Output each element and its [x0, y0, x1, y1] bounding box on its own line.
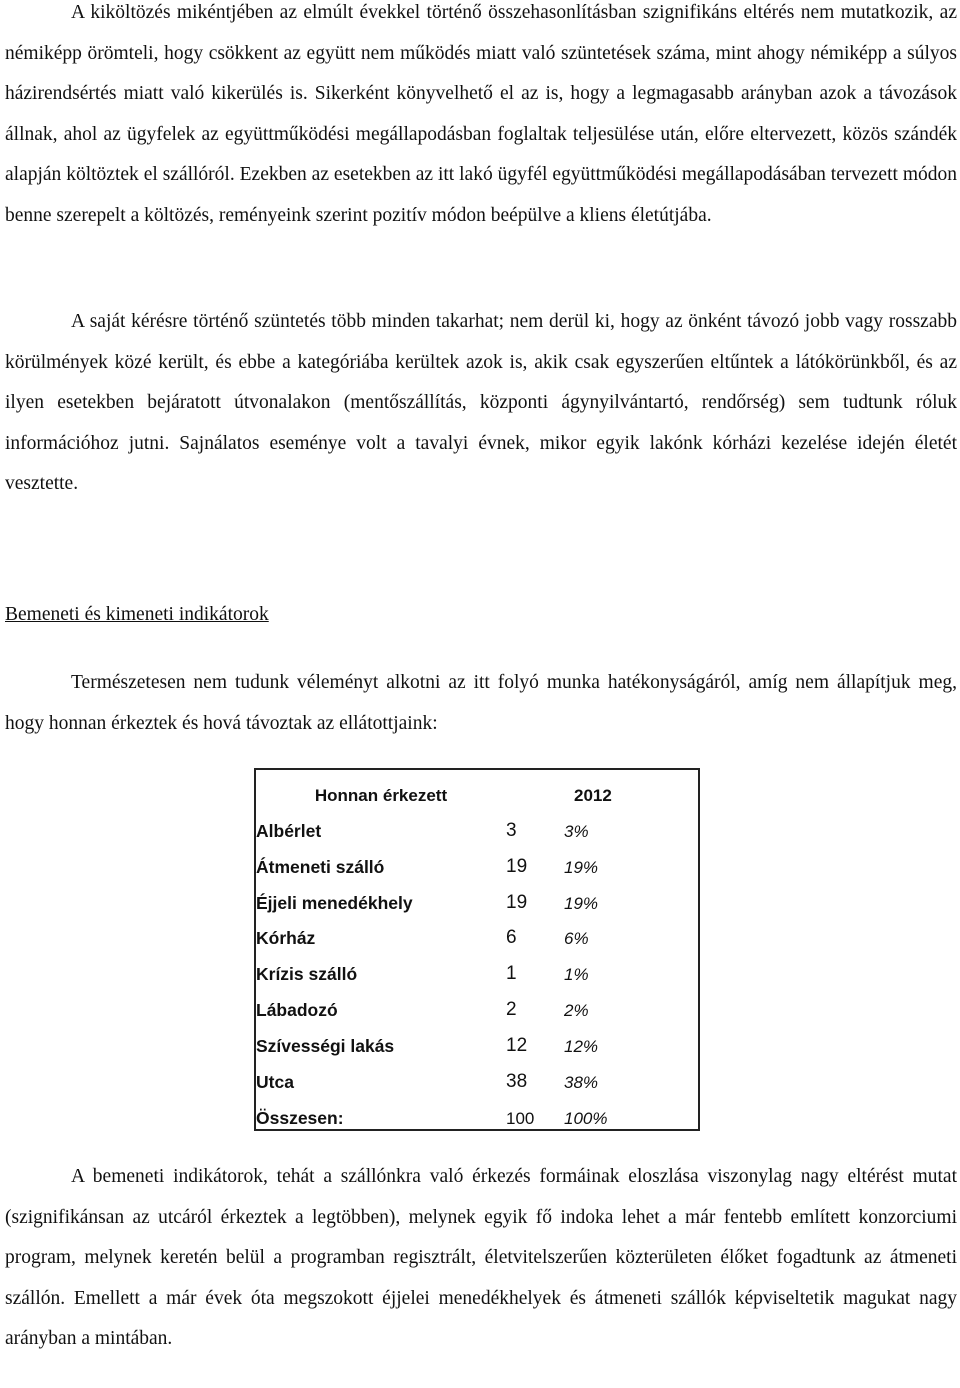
row-percent: 3%	[564, 821, 589, 841]
row-count: 1	[506, 963, 517, 985]
row-percent: 1%	[564, 965, 589, 985]
row-place: Lábadozó	[256, 1000, 338, 1021]
row-place: Utca	[256, 1072, 294, 1093]
row-count: 100	[506, 1108, 535, 1128]
table-row	[255, 914, 699, 950]
paragraph-intro-table: Természetesen nem tudunk véleményt alkotni az itt folyó munka hatékonyságáról, amíg nem állapítjuk meg, hogy honnan érkeztek és hová távoztak az ellátottjaink:	[5, 672, 957, 734]
paragraph-own-request: A saját kérésre történő szüntetés több minden takarhat; nem derül ki, hogy az önként távozó jobb vagy rosszabb körülmények közé került, és ebbe a kategóriába kerültek azok is, akik csak egyszerűen eltűntek a látókörünkből, és az ilyen esetekben bejáratott útvonalakon (mentőszállítás, központi ágynyilvántartó, rendőrség) sem tudtunk róluk információhoz jutni. Sajnálatos eseménye volt a tavalyi évnek, mikor egyik lakónk kórházi kezelése idején életét vesztette.	[5, 311, 957, 495]
row-count: 38	[506, 1071, 528, 1093]
row-percent: 6%	[564, 929, 589, 949]
table-row	[255, 1021, 699, 1057]
table-row	[255, 878, 699, 914]
row-count: 2	[506, 999, 517, 1021]
row-place: Szívességi lakás	[256, 1036, 395, 1057]
header-year: 2012	[574, 785, 612, 805]
row-count: 12	[506, 1035, 528, 1057]
table-row	[255, 985, 699, 1021]
row-count: 19	[506, 855, 528, 877]
row-place: Éjjeli menedékhely	[256, 892, 413, 913]
row-place: Összesen:	[256, 1107, 344, 1128]
table-row-total	[255, 1093, 699, 1130]
paragraph-input-indicators: A bemeneti indikátorok, tehát a szállónkra való érkezés formáinak eloszlása viszonylag nagy eltérést mutat (szignifikánsan az utcáról érkeztek a legtöbben), melynek egyik fő indoka lehet a már fentebb említett konzorciumi program, melynek keretén belül a programban regisztrált, életvitelszerűen közterületen élőket fogadtunk az átmeneti szállón. Emellett a már évek óta megszokott éjjelei menedékhelyek és átmeneti szállók képviseltetik magukat nagy arányban a mintában.	[5, 1166, 957, 1350]
table-row	[255, 949, 699, 985]
row-percent: 12%	[564, 1037, 599, 1057]
table-header-row	[255, 769, 699, 806]
row-percent: 38%	[564, 1073, 599, 1093]
row-count: 3	[506, 819, 517, 841]
row-percent: 19%	[564, 893, 599, 913]
row-place: Krízis szálló	[256, 964, 358, 985]
row-place: Kórház	[256, 928, 316, 949]
table-row	[255, 842, 699, 878]
row-place: Albérlet	[256, 820, 322, 841]
table-row	[255, 1057, 699, 1093]
arrival-table	[254, 768, 700, 1131]
section-heading: Bemeneti és kimeneti indikátorok	[5, 604, 269, 625]
row-percent: 2%	[564, 1001, 589, 1021]
row-count: 19	[506, 891, 528, 913]
row-percent: 19%	[564, 857, 599, 877]
table-body	[255, 806, 699, 1130]
row-place: Átmeneti szálló	[256, 856, 385, 877]
row-count: 6	[506, 927, 517, 949]
row-percent: 100%	[564, 1108, 608, 1128]
header-origin: Honnan érkezett	[314, 785, 448, 805]
table-row	[255, 806, 699, 842]
paragraph-moving-out: A kiköltözés mikéntjében az elmúlt évekkel történő összehasonlításban szignifikáns eltérés nem mutatkozik, az némiképp örömteli, hogy csökkent az együtt nem működés miatt való szüntetések száma, mint ahogy némiképp a súlyos házirendsértés miatt való kikerülés is. Sikerként könyvelhető el az is, hogy a legmagasabb arányban azok a távozások állnak, ahol az ügyfelek az együttműködési megállapodásban foglaltak teljesülése után, előre eltervezett, közös szándék alapján költöztek el szállóról. Ezekben az esetekben az itt lakó ügyfél együttműködési megállapodásában tervezett módon benne szerepelt a költözés, reményeink szerint pozitív módon beépülve a kliens életútjába.	[5, 2, 957, 226]
